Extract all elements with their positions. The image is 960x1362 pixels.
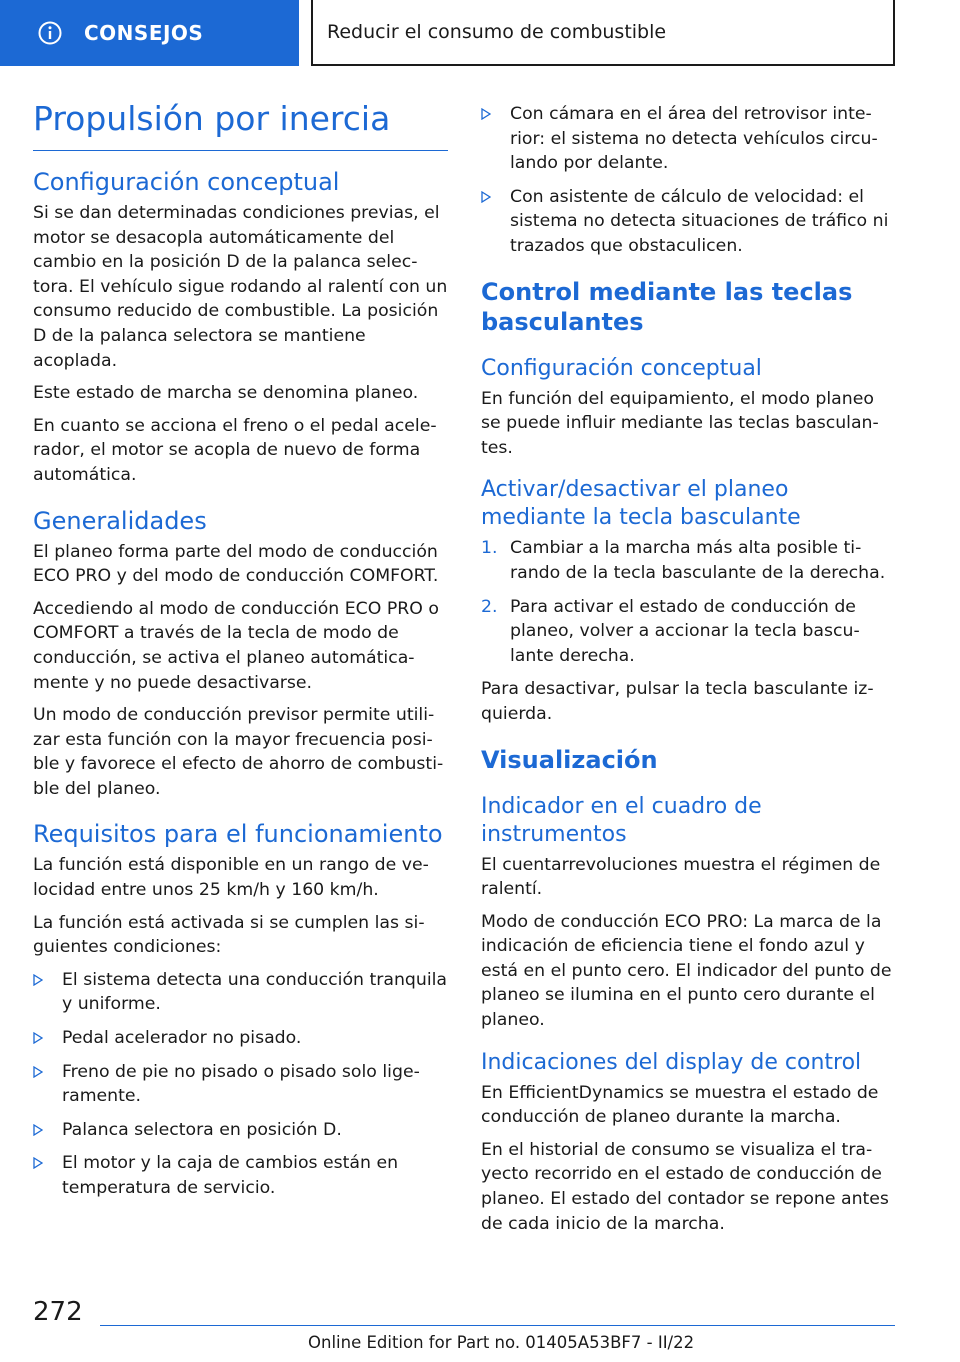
requirements-list-continued (481, 102, 896, 259)
paragraph: Para desactivar, pulsar la tecla basculante izquierda. (481, 679, 874, 724)
info-icon (38, 21, 62, 45)
paragraph: En cuanto se acciona el freno o el pedal acelerador, el motor se acopla de nuevo de forma automática. (33, 415, 437, 485)
list-item: El sistema detecta una conducción tranquila y uniforme. (33, 968, 448, 1017)
triangle-bullet-icon (33, 1124, 43, 1136)
paragraph: Un modo de conducción previsor permite utilizar esta función con la mayor frecuencia posible y favorece el efecto de ahorro de combustible del planeo. (33, 705, 444, 799)
paragraph: Modo de conducción ECO PRO: La marca de la indicación de eficiencia tiene el fondo azul y está en el punto cero. El indicador del punto de planeo se ilumina en el punto cero durante el planeo. (481, 911, 892, 1031)
list-item: Palanca selectora en posición D. (33, 1118, 448, 1143)
list-item: Pedal acelerador no pisado. (33, 1026, 448, 1051)
page-title: Propulsión por inercia (33, 99, 391, 138)
paragraph: En EfficientDynamics se muestra el estado de conducción de planeo durante la marcha. (481, 1082, 879, 1128)
paragraph: El cuentarrevoluciones muestra el régimen de ralentí. (481, 854, 881, 900)
triangle-bullet-icon (481, 191, 491, 203)
left-column (33, 96, 448, 1210)
paragraph: La función está disponible en un rango de velocidad entre unos 25 km/h y 160 km/h. (33, 855, 429, 901)
paragraph: El planeo forma parte del modo de conducción ECO PRO y del modo de conducción COMFORT. (33, 541, 439, 587)
paragraph: En el historial de consumo se visualiza el trayecto recorrido en el estado de conducción de planeo. El estado del contador se repone antes de cada inicio de la marcha. (481, 1139, 889, 1234)
heading-configuracion: Configuración conceptual (33, 168, 340, 196)
title-divider (33, 150, 448, 151)
triangle-bullet-icon (33, 1032, 43, 1044)
triangle-bullet-icon (481, 108, 491, 120)
paragraph: Si se dan determinadas condiciones previas, el motor se desacopla automáticamente del cambio en la posición D de la palanca selectora. El vehículo sigue rodando al ralentí con un consumo reducido de combustible. La posición D de la palanca selectora se mantiene acoplada. (33, 203, 448, 371)
edition-note: Online Edition for Part no. 01405A53BF7 - II/22 (308, 1333, 695, 1352)
heading-visualizacion: Visualización (481, 745, 658, 774)
paragraph: Este estado de marcha se denomina planeo. (33, 383, 419, 404)
subheading-display-control: Indicaciones del display de control (481, 1049, 862, 1075)
step-number: 2. (481, 596, 498, 617)
step-number: 1. (481, 538, 498, 559)
list-item: Con asistente de cálculo de velocidad: el sistema no detecta situaciones de tráfico ni trazados que obstaculicen. (481, 185, 896, 259)
heading-control-teclas: Control mediante las teclas basculantes (481, 277, 853, 336)
right-column (481, 102, 896, 1244)
requirements-list (33, 968, 448, 1201)
heading-requisitos: Requisitos para el funcionamiento (33, 820, 443, 849)
header-tab (0, 0, 299, 66)
list-item: El motor y la caja de cambios están en temperatura de servicio. (33, 1151, 448, 1200)
footer-divider (100, 1325, 895, 1326)
steps-list (481, 536, 896, 668)
triangle-bullet-icon (33, 974, 43, 986)
chapter-title: Reducir el consumo de combustible (327, 21, 667, 43)
list-item: 2. Para activar el estado de conducción de planeo, volver a accionar la tecla basculante derecha. (481, 596, 860, 666)
list-item: 1. Cambiar a la marcha más alta posible tirando de la tecla basculante de la derecha. (481, 538, 886, 583)
page-number: 272 (33, 1297, 83, 1327)
triangle-bullet-icon (33, 1066, 43, 1078)
paragraph: Accediendo al modo de conducción ECO PRO o COMFORT a través de la tecla de modo de conducción, se activa el planeo automáticamente y no puede desactivarse. (33, 598, 439, 693)
subheading-activar-desactivar: Activar/desactivar el planeo mediante la tecla basculante (481, 477, 801, 531)
heading-generalidades: Generalidades (33, 506, 207, 535)
triangle-bullet-icon (33, 1157, 43, 1169)
list-item: Freno de pie no pisado o pisado solo ligeramente. (33, 1060, 448, 1109)
paragraph: En función del equipamiento, el modo planeo se puede influir mediante las teclas basculantes. (481, 388, 879, 458)
list-item: Con cámara en el área del retrovisor interior: el sistema no detecta vehículos circulando por delante. (481, 102, 896, 176)
subheading-indicador: Indicador en el cuadro de instrumentos (481, 793, 762, 847)
section-tab-label: CONSEJOS (84, 21, 204, 45)
header-title-box (311, 0, 895, 66)
paragraph: La función está activada si se cumplen las siguientes condiciones: (33, 912, 425, 958)
subheading-configuracion: Configuración conceptual (481, 355, 762, 381)
